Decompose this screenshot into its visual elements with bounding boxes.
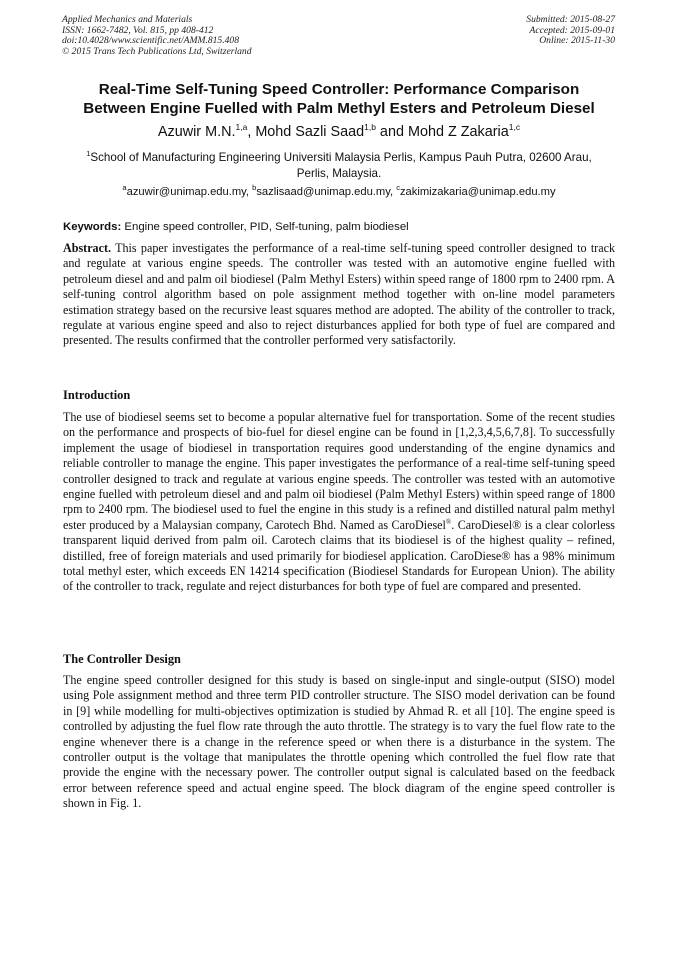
affiliation-line-2: Perlis, Malaysia. (296, 166, 382, 180)
copyright: © 2015 Trans Tech Publications Ltd, Switzerland (62, 45, 252, 57)
author-name: Azuwir M.N. (157, 124, 236, 140)
keywords-label: Keywords: (63, 221, 122, 233)
section-heading-controller-design: The Controller Design (63, 652, 181, 666)
journal-name: Applied Mechanics and Materials (62, 14, 193, 25)
author-emails (40, 185, 638, 200)
intro-text: . CaroDiesel® is a clear colorless transparent liquid derived from palm oil. Carotech claims that its biodiesel is of the highest quality – refined, distilled, free of foreign materials and used primarily for biodiesel application. CaroDiese® has a 98% minimum total methyl ester, which exceeds EN 14214 specification (Biodiesel Standards for European Union). The ability of the controller to track, regulate and reject disturbances for both type of fuel are compared and presented. (63, 517, 616, 594)
keywords (63, 220, 615, 235)
dates-info (526, 15, 615, 47)
author-name: Mohd Z Zakaria (407, 124, 509, 140)
abstract-label: Abstract. (63, 241, 112, 255)
email-sup: b (252, 183, 257, 192)
paper-title (40, 80, 638, 118)
email-sup: a (122, 183, 127, 192)
author-list (30, 123, 648, 141)
affiliation-line-1: School of Manufacturing Engineering Universiti Malaysia Perlis, Kampus Pauh Putra, 02600 Arau, (90, 151, 592, 164)
author-sup: 1,a (235, 122, 248, 132)
issn: ISSN: 1662-7482, Vol. 815, pp 408-412 (62, 24, 214, 36)
online-date: Online: 2015-11-30 (539, 35, 615, 47)
introduction-paragraph (63, 410, 615, 595)
abstract (63, 241, 615, 349)
registered-mark: ® (445, 517, 452, 526)
author-separator: , (247, 124, 256, 140)
author-separator: and (375, 124, 408, 140)
journal-info (62, 15, 252, 57)
intro-text: The use of biodiesel seems set to become a popular alternative fuel for transportation. Some of the recent studies on the performance and prospects of bio-fuel for diesel engine can be found in [1,2,3,4,5,6,7,8]. To successfully implement the usage of biodiesel in transportation requires good understanding of the engine dynamics and reliable controller to manage the engine. This paper investigates the performance of a real-time self-tuning speed controller designed to track and regulate at various engine speeds. The controller was tested with an automotive engine fuelled with petroleum diesel and and palm oil biodiesel (Palm Methyl Esters) within speed range of 1800 rpm to 2400 rpm. The biodiesel used to fuel the engine in this study is a refined and distilled natural palm methyl ester produced by a Malaysian company, Carotech Bhd. Named as CaroDiesel (63, 410, 615, 532)
email-link[interactable]: azuwir@unimap.edu.my, (126, 186, 253, 198)
doi: doi:10.4028/www.scientific.net/AMM.815.408 (62, 35, 240, 47)
abstract-text: This paper investigates the performance of a real-time self-tuning speed controller designed to track and regulate at various engine speeds. The controller was tested with an automotive engine fuelled with petroleum diesel and and palm oil biodiesel (Palm Methyl Esters) within speed range of 1800 rpm to 2400 rpm. A self-tuning control algorithm based on pole assignment method together with on-line model parameters estimation strategy based on the recursive least squares method are adopted. The ability of the controller to track, regulate at various engine speed and also to reject disturbances applied for both type of fuel are compared and presented. The results confirmed that the controller performed very satisfactorily. (63, 241, 615, 348)
email-link[interactable]: zakimizakaria@unimap.edu.my (399, 186, 556, 198)
title-line-2: Between Engine Fuelled with Palm Methyl Esters and Petroleum Diesel (83, 100, 595, 117)
keywords-text: Engine speed controller, PID, Self-tuning, palm biodiesel (121, 221, 409, 233)
section-heading-introduction: Introduction (63, 388, 131, 402)
submitted-date: Submitted: 2015-08-27 (526, 14, 615, 25)
email-sup: c (396, 183, 400, 192)
title-line-1: Real-Time Self-Tuning Speed Controller: Performance Comparison (98, 81, 580, 98)
author-name: Mohd Sazli Saad (255, 124, 365, 140)
accepted-date: Accepted: 2015-09-01 (529, 24, 615, 36)
controller-design-paragraph: The engine speed controller designed for this study is based on single-input and single-output (SISO) model using Pole assignment method and three term PID controller structure. The SISO model derivation can be found in [9] while modelling for multi-objectives optimization is studied by Ahmad R. et all [10]. The engine speed is controlled by adjusting the fuel flow rate through the auto throttle. The strategy is to vary the fuel flow rate to the engine whenever there is a change in the reference speed or when there is a disturbance in the system. The controller output is the voltage that manipulates the throttle opening which controlled the fuel flow rate that provide the engine with the necessary power. The controller output signal is calculated based on the feedback error between reference speed and actual engine speed. The block diagram of the engine speed controller is shown in Fig. 1. (63, 673, 615, 811)
email-link[interactable]: sazlisaad@unimap.edu.my, (256, 186, 397, 198)
affiliation (40, 150, 638, 181)
author-sup: 1,c (508, 122, 521, 132)
author-sup: 1,b (364, 122, 376, 132)
affiliation-sup: 1 (86, 149, 91, 158)
